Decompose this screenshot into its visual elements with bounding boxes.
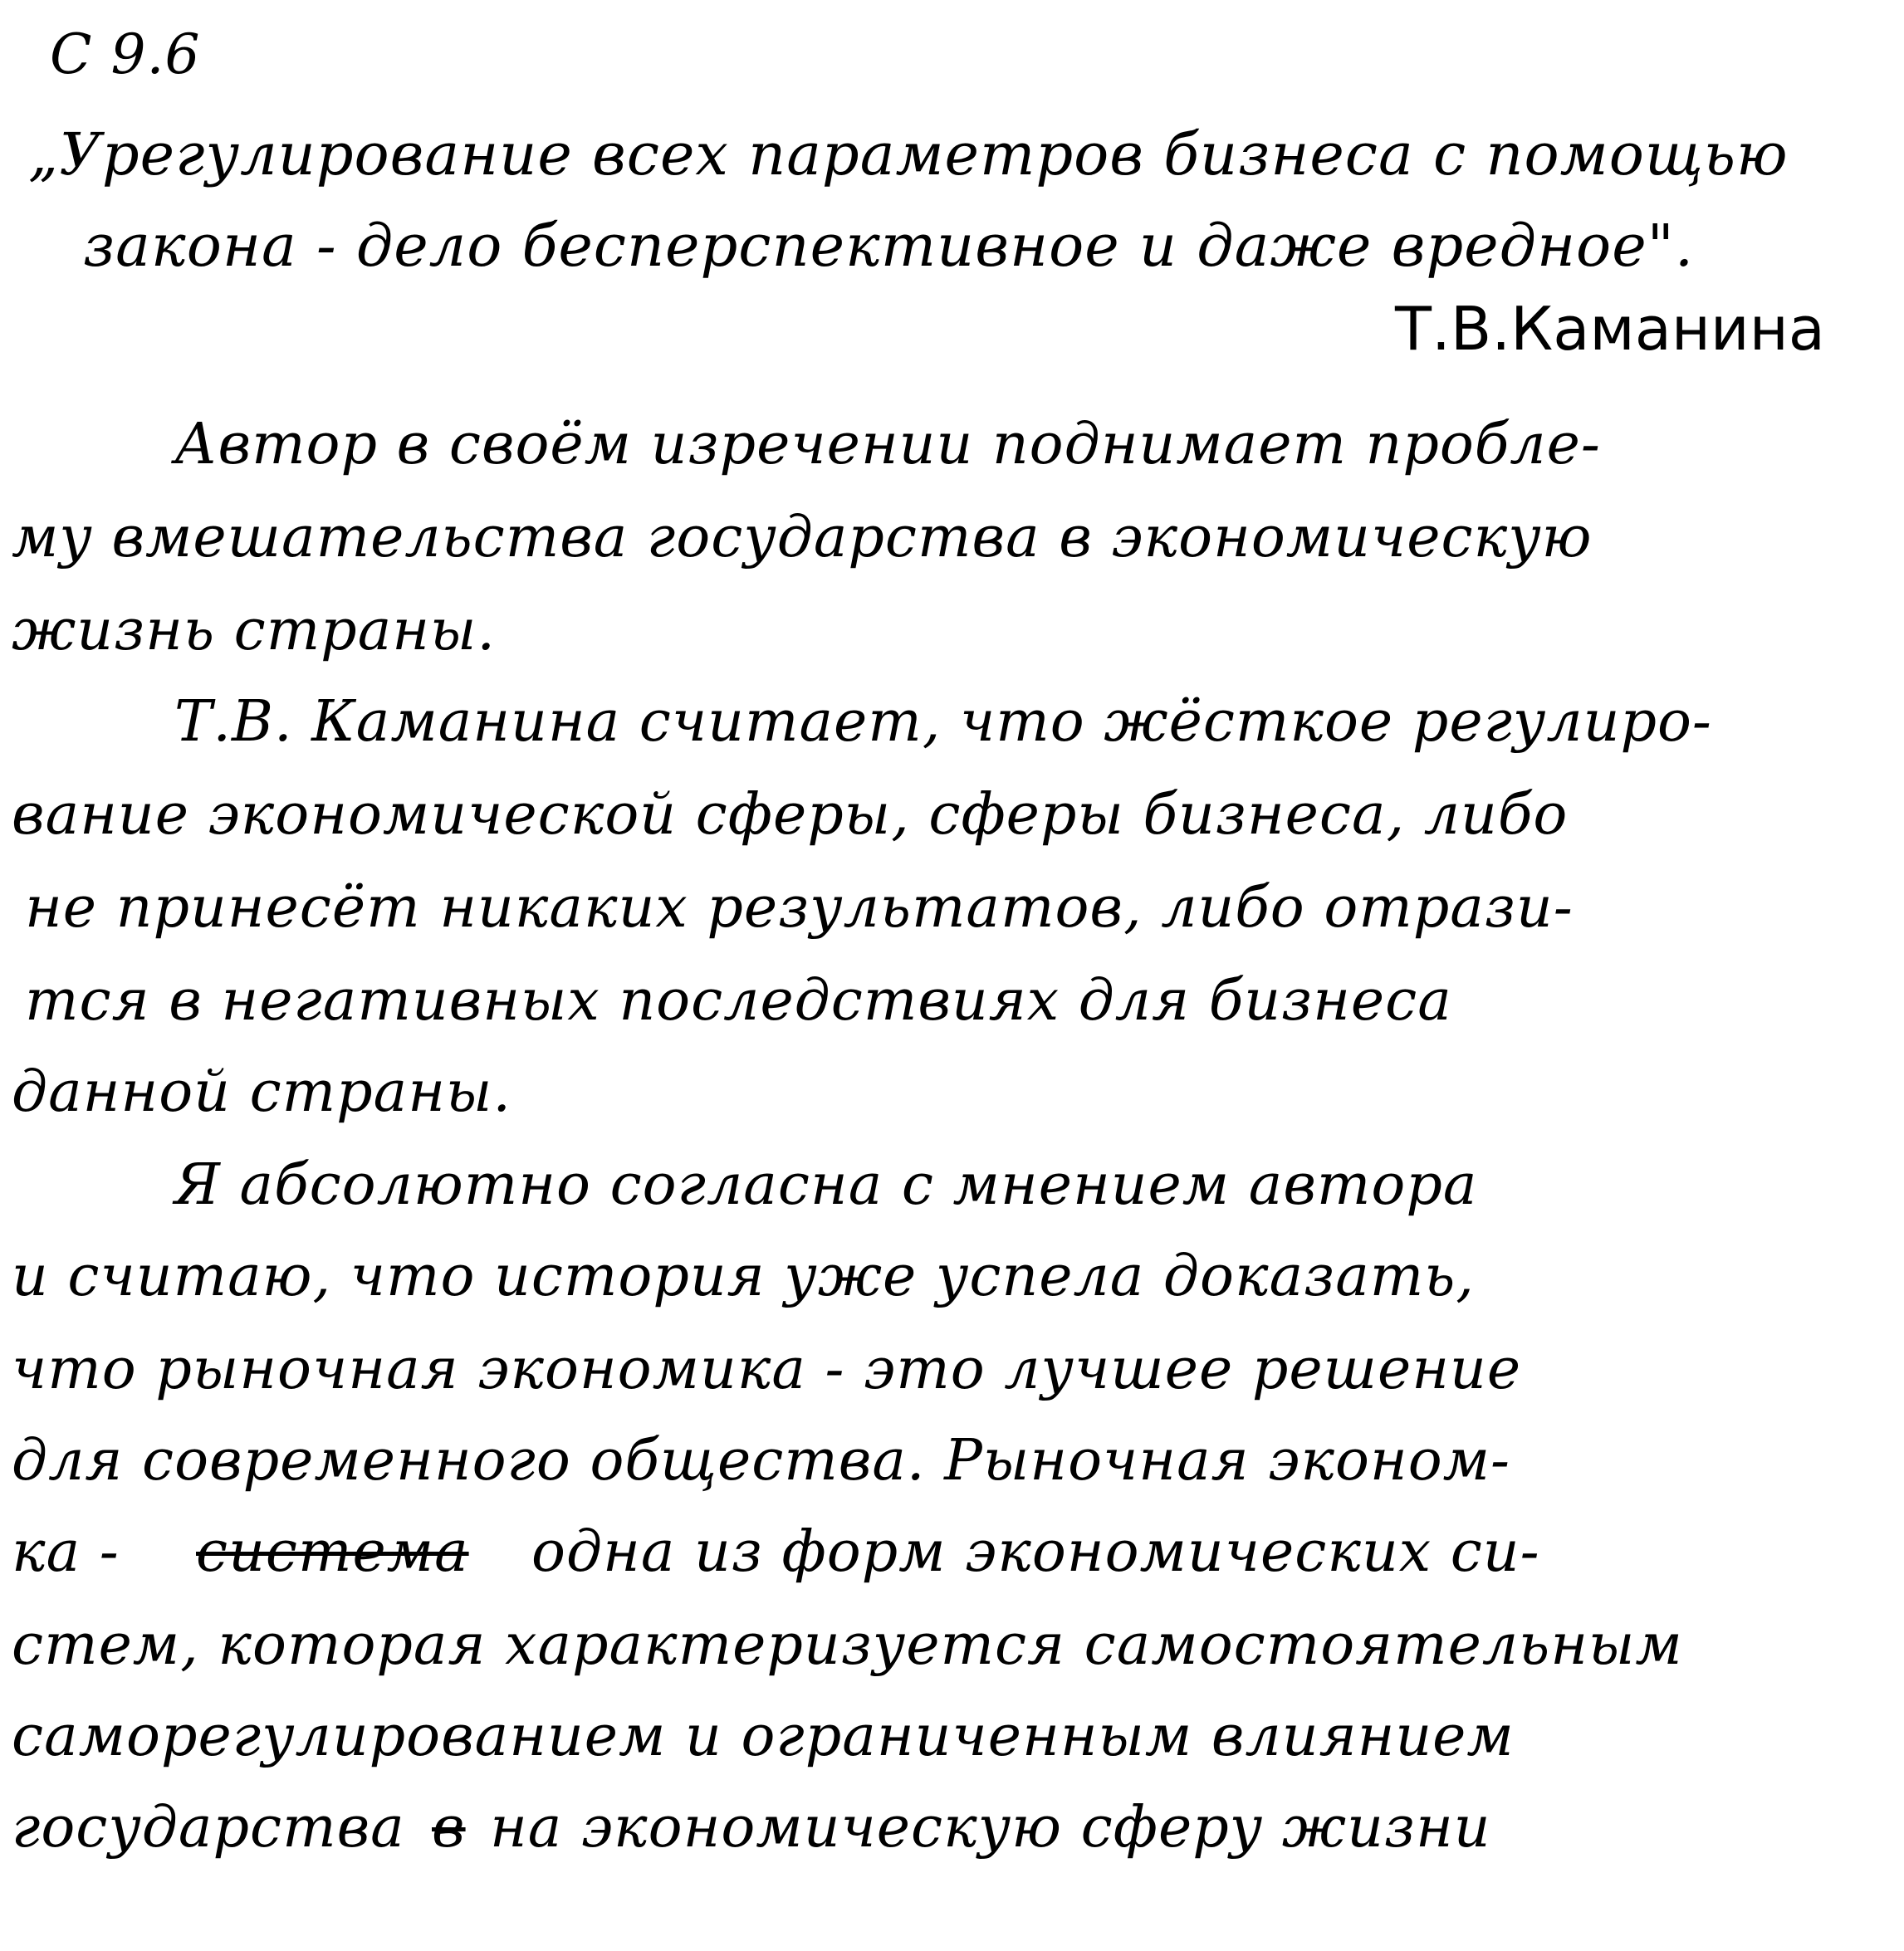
essay-line-3: жизнь страны. xyxy=(12,598,497,663)
essay-line-16-start: государства xyxy=(12,1795,405,1861)
epigraph-line-1: „Урегулирование всех параметров бизнеса с помощью xyxy=(28,120,1789,188)
essay-line-7: тся в негативных последствиях для бизнеса xyxy=(25,968,1452,1034)
essay-line-6: не принесёт никаких результатов, либо отрази- xyxy=(25,875,1574,941)
essay-line-14: стем, которая характеризуется самостоятельным xyxy=(12,1612,1683,1678)
essay-line-12: для современного общества. Рыночная эконом- xyxy=(12,1428,1510,1494)
essay-line-16-end: на экономическую сферу жизни xyxy=(490,1795,1491,1861)
essay-line-8: данной страны. xyxy=(12,1059,511,1125)
essay-line-13-end: одна из форм экономических си- xyxy=(531,1519,1540,1585)
essay-line-10: и считаю, что история уже успела доказать, xyxy=(12,1244,1475,1309)
struck-out-word: система xyxy=(196,1519,469,1585)
essay-line-2: му вмешательства государства в экономическую xyxy=(12,505,1593,570)
essay-line-9: Я абсолютно согласна с мнением автора xyxy=(174,1152,1478,1218)
essay-line-1: Автор в своём изречении поднимает пробле- xyxy=(174,412,1601,477)
essay-line-4: Т.В. Каманина считает, что жёсткое регулиро- xyxy=(174,689,1712,755)
struck-out-letter: в xyxy=(432,1795,466,1861)
task-code: С 9.6 xyxy=(50,22,201,86)
essay-line-13-start: ка - xyxy=(12,1519,120,1585)
essay-line-15: саморегулированием и ограниченным влиянием xyxy=(12,1704,1515,1769)
essay-line-11: что рыночная экономика - это лучшее решение xyxy=(12,1337,1522,1402)
epigraph-author: Т.В.Каманина xyxy=(1395,294,1825,364)
epigraph-line-2: закона - дело бесперспективное и даже вредное". xyxy=(83,212,1695,280)
essay-line-5: вание экономической сферы, сферы бизнеса, либо xyxy=(12,782,1569,848)
